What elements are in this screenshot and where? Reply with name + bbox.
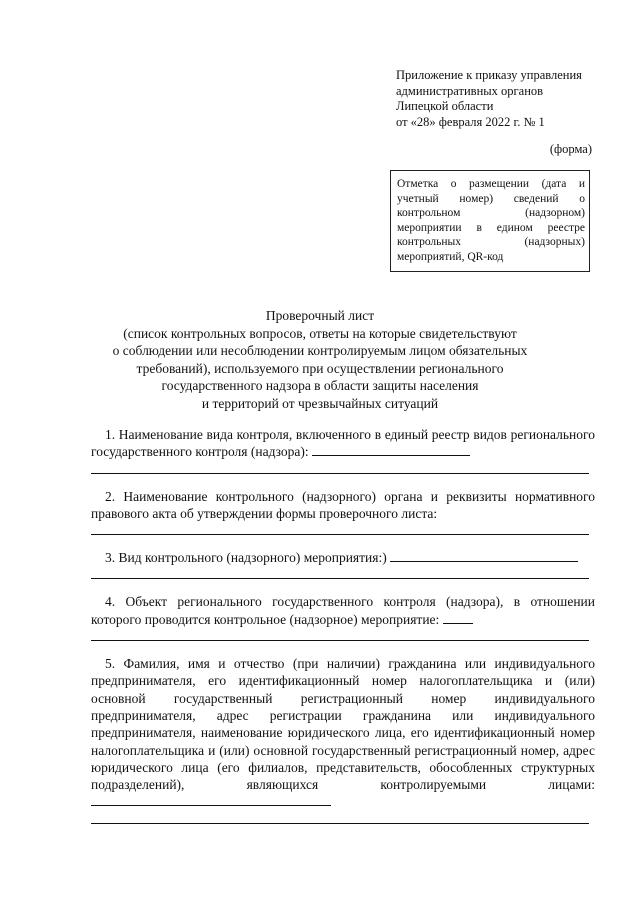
- field-item-5-text: 5. Фамилия, имя и отчество (при наличии) гражданина или индивидуального предпринимателя, его идентификационный номер налогоплательщика и (или) основной государственный регистрационный номер индивидуального предпринимателя, адрес регистрации гражданина или индивидуального предпринимателя, наименование юридического лица, его идентификационный номер налогоплательщика и (или) основной государственный регистрационный номер, адрес юридического лица (его филиалов, представительств, обособленных структурных подразделений), являющихся контролируемыми лицами:: [91, 656, 595, 793]
- field-item-4-text: 4. Объект регионального государственного контроля (надзора), в отношении которого проводится контрольное (надзорное) мероприятие:: [91, 594, 595, 627]
- answer-line[interactable]: [91, 823, 589, 824]
- appendix-line: от «28» февраля 2022 г. № 1: [396, 114, 545, 129]
- appendix-header: [396, 68, 626, 130]
- field-item-2-text: 2. Наименование контрольного (надзорного) органа и реквизиты нормативного правового акта об утверждении формы проверочного листа:: [91, 488, 595, 521]
- title-line: о соблюдении или несоблюдении контролируемым лицом обязательных: [112, 343, 528, 359]
- field-item-1-text: 1. Наименование вида контроля, включенного в единый реестр видов регионального государственного контроля (надзора):: [91, 427, 595, 460]
- title-line: государственного надзора в области защиты населения: [161, 378, 479, 394]
- field-item-1-blank[interactable]: [312, 454, 470, 456]
- appendix-line: Липецкой области: [396, 99, 494, 113]
- title-line: и территорий от чрезвычайных ситуаций: [201, 395, 439, 411]
- form-label: (форма): [549, 142, 592, 156]
- field-item-3-text: 3. Вид контрольного (надзорного) мероприятия:): [105, 550, 387, 566]
- field-item-4: [91, 593, 595, 628]
- title-line: Проверочный лист: [265, 308, 375, 323]
- appendix-line: административных органов: [396, 83, 544, 98]
- field-item-4-blank[interactable]: [443, 622, 473, 624]
- field-item-3: [91, 549, 595, 566]
- field-item-1: [91, 426, 595, 461]
- title-line: (список контрольных вопросов, ответы на которые свидетельствуют: [123, 325, 517, 341]
- field-item-5: [91, 655, 595, 811]
- document-title: [70, 307, 570, 413]
- registry-mark-box: Отметка о размещении (дата и учетный номер) сведений о контрольном (надзорном) мероприятии в едином реестре контрольных (надзорных) мероприятий, QR-код: [390, 170, 590, 272]
- field-item-3-blank[interactable]: [390, 560, 578, 562]
- checklist-fields: [91, 426, 595, 824]
- field-item-2: [91, 488, 595, 523]
- title-line: требований), используемого при осуществлении регионального: [136, 360, 504, 376]
- appendix-line: Приложение к приказу управления: [396, 68, 582, 82]
- field-item-5-blank[interactable]: [91, 804, 331, 806]
